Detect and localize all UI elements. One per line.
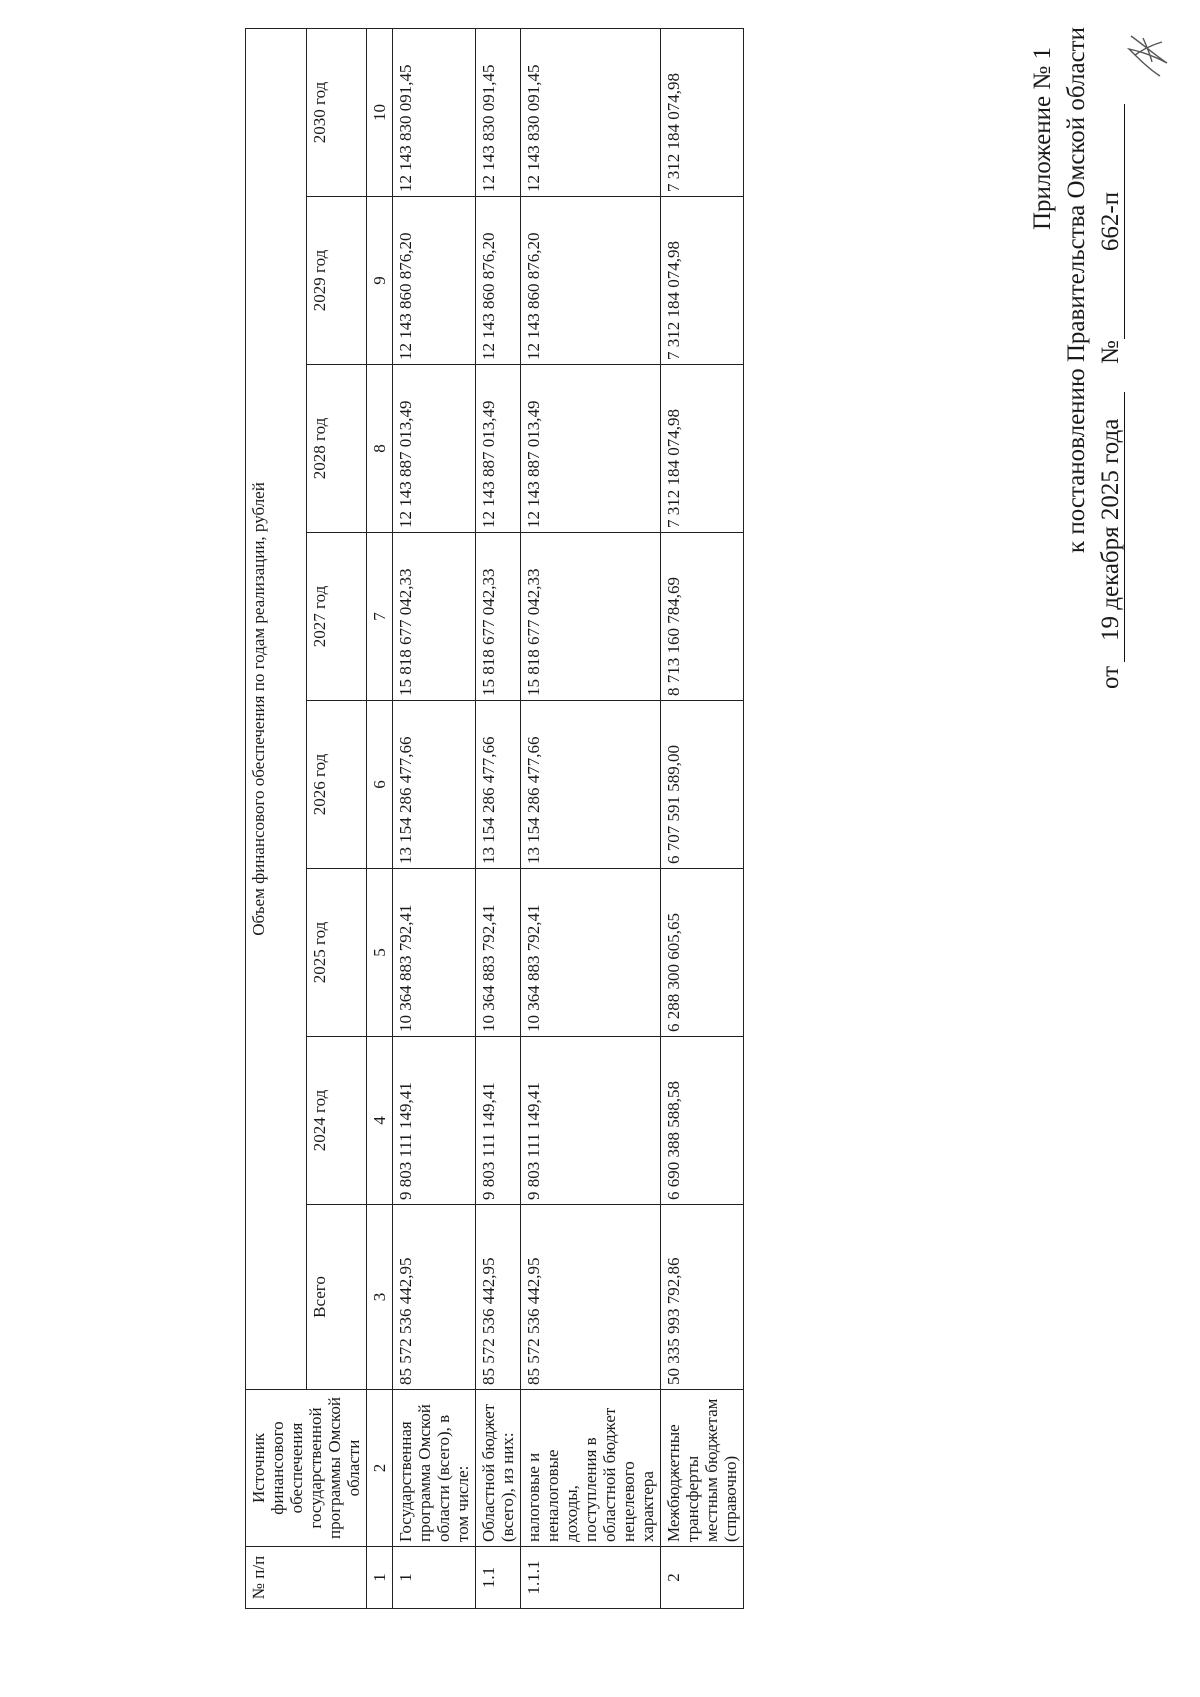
year-value: 13 154 286 477,66 <box>393 701 476 869</box>
year-header-2028: 2028 год <box>306 365 367 533</box>
year-value: 7 312 184 074,98 <box>661 365 744 533</box>
funding-source: Межбюджетные трансферты местным бюджетам (справочно) <box>661 1390 744 1547</box>
year-value: 10 364 883 792,41 <box>476 869 521 1037</box>
table-row <box>521 28 661 1608</box>
row-number-header: № п/п <box>246 1547 367 1609</box>
column-index: 4 <box>367 1037 393 1205</box>
year-value: 15 818 677 042,33 <box>476 533 521 701</box>
year-value: 12 143 860 876,20 <box>393 197 476 365</box>
handwritten-signature-icon <box>1121 30 1171 80</box>
financing-table <box>245 28 744 1609</box>
column-index: 8 <box>367 365 393 533</box>
total-value: 50 335 993 792,86 <box>661 1205 744 1390</box>
column-index: 7 <box>367 533 393 701</box>
column-index: 6 <box>367 701 393 869</box>
funding-source: налоговые и неналоговые доходы, поступления в областной бюджет нецелевого характера <box>521 1390 661 1547</box>
year-value: 9 803 111 149,41 <box>476 1037 521 1205</box>
year-value: 6 690 388 588,58 <box>661 1037 744 1205</box>
year-value: 15 818 677 042,33 <box>521 533 661 701</box>
year-value: 7 312 184 074,98 <box>661 197 744 365</box>
year-value: 12 143 887 013,49 <box>393 365 476 533</box>
funding-source: Государственная программа Омской области (всего), в том числе: <box>393 1390 476 1547</box>
table-row <box>476 28 521 1608</box>
year-header-2030: 2030 год <box>306 28 367 196</box>
decree-number: 662-п <box>1096 104 1125 339</box>
year-header-2024: 2024 год <box>306 1037 367 1205</box>
year-value: 10 364 883 792,41 <box>521 869 661 1037</box>
year-value: 6 707 591 589,00 <box>661 701 744 869</box>
column-index: 5 <box>367 869 393 1037</box>
year-value: 12 143 887 013,49 <box>521 365 661 533</box>
year-value: 15 818 677 042,33 <box>393 533 476 701</box>
year-header-2026: 2026 год <box>306 701 367 869</box>
appendix-title: Приложение № 1 <box>1029 47 1056 231</box>
year-header-2029: 2029 год <box>306 197 367 365</box>
column-index: 9 <box>367 197 393 365</box>
source-header: Источник финансового обеспечения государственной программы Омской области <box>246 1390 367 1547</box>
year-value: 8 713 160 784,69 <box>661 533 744 701</box>
row-number: 1.1 <box>476 1547 521 1609</box>
total-value: 85 572 536 442,95 <box>476 1205 521 1390</box>
year-value: 13 154 286 477,66 <box>476 701 521 869</box>
row-number: 1.1.1 <box>521 1547 661 1609</box>
table-row <box>661 28 744 1608</box>
year-value: 12 143 860 876,20 <box>521 197 661 365</box>
year-value: 12 143 860 876,20 <box>476 197 521 365</box>
total-header: Всего <box>306 1205 367 1390</box>
year-header-2025: 2025 год <box>306 869 367 1037</box>
year-value: 12 143 887 013,49 <box>476 365 521 533</box>
year-value: 12 143 830 091,45 <box>521 28 661 196</box>
table-row <box>393 28 476 1608</box>
column-index-row <box>367 28 393 1608</box>
row-number: 2 <box>661 1547 744 1609</box>
column-index: 1 <box>367 1547 393 1609</box>
year-value: 10 364 883 792,41 <box>393 869 476 1037</box>
year-value: 9 803 111 149,41 <box>393 1037 476 1205</box>
year-header-2027: 2027 год <box>306 533 367 701</box>
year-value: 6 288 300 605,65 <box>661 869 744 1037</box>
year-value: 12 143 830 091,45 <box>476 28 521 196</box>
year-value: 9 803 111 149,41 <box>521 1037 661 1205</box>
total-value: 85 572 536 442,95 <box>521 1205 661 1390</box>
row-number: 1 <box>393 1547 476 1609</box>
column-index: 2 <box>367 1390 393 1547</box>
total-value: 85 572 536 442,95 <box>393 1205 476 1390</box>
year-value: 13 154 286 477,66 <box>521 701 661 869</box>
decree-date-number-row <box>1096 29 1126 689</box>
column-index: 3 <box>367 1205 393 1390</box>
year-value: 12 143 830 091,45 <box>393 28 476 196</box>
decree-date: 19 декабря 2025 года <box>1097 418 1124 641</box>
column-index: 10 <box>367 28 393 196</box>
decree-reference: к постановлению Правительства Омской области <box>1063 27 1090 554</box>
number-sign: № <box>1097 340 1124 364</box>
volume-header: Объем финансового обеспечения по годам реализации, рублей <box>246 28 307 1389</box>
year-value: 7 312 184 074,98 <box>661 28 744 196</box>
funding-source: Областной бюджет (всего), из них: <box>476 1390 521 1547</box>
date-prefix: от <box>1097 665 1124 689</box>
